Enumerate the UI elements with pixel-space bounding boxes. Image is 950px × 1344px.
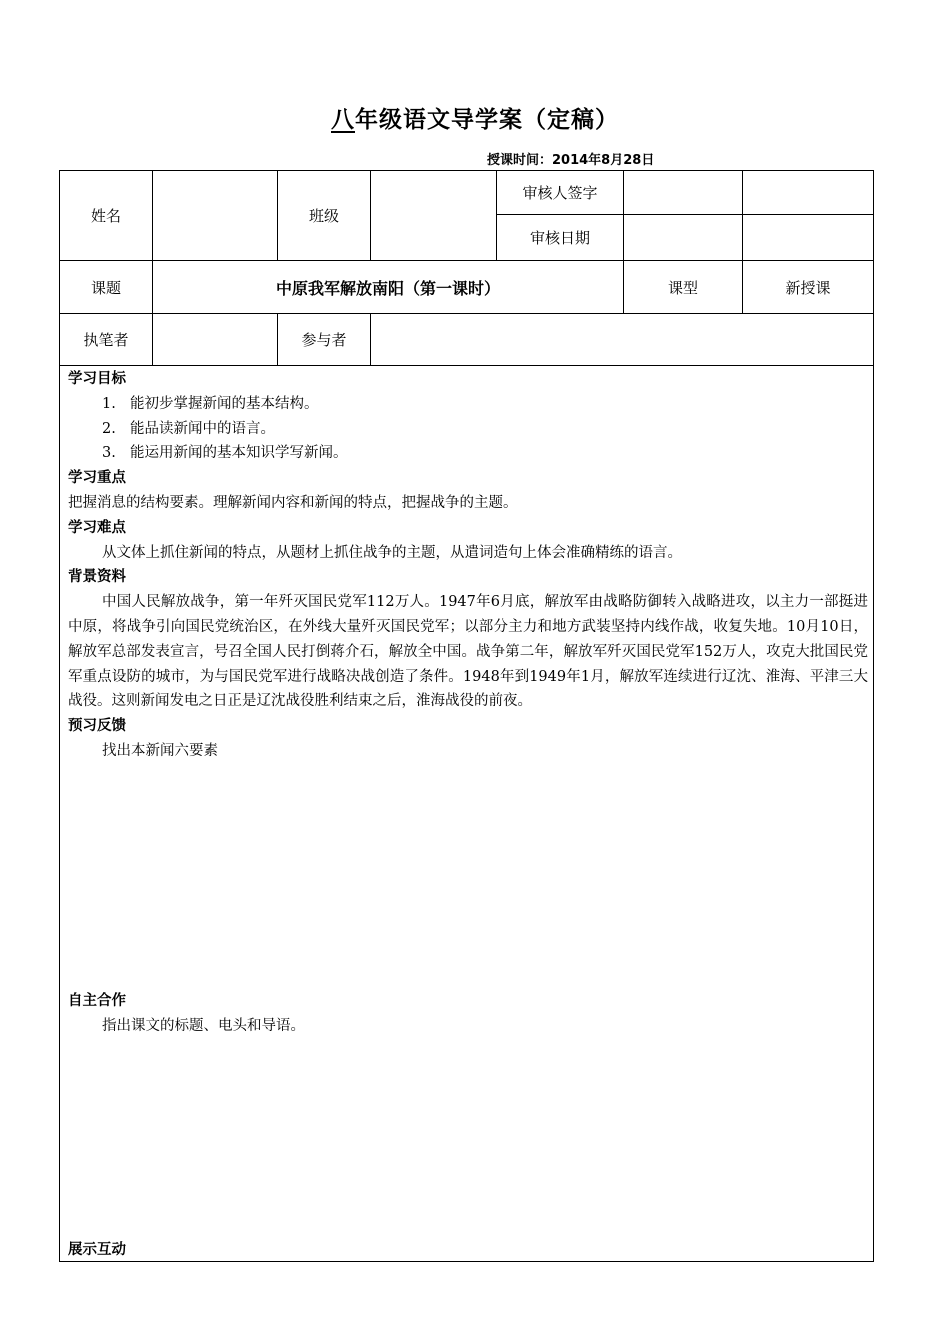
name-label: 姓名: [90, 207, 121, 225]
topic-value: 中原我军解放南阳（第一课时）: [275, 278, 500, 298]
background-heading: 背景资料: [68, 569, 126, 586]
author-label: 执笔者: [83, 331, 129, 349]
topic-label: 课题: [90, 278, 121, 297]
author-field[interactable]: [153, 314, 277, 365]
background-text: 中国人民解放战争，第一年歼灭国民党军112万人。1947年6月底，解放军由战略防御转入战略进攻，以主力一部挺进中原，将战争引向国民党统治区，在外线大量歼灭国民党军；以部分主力和地方武装坚持内线作战，收复失地。10月10日，解放军总部发表宣言，号召全国人民打倒蒋介石，解放全中国。战争第二年，解放军歼灭国民党军152万人，攻克大批国民党军重点设防的城市，为与国民党军进行战略决战创造了条件。1948年到1949年1月，解放军连续进行辽沈、淮海、平津三大战役。这则新闻发电之日正是辽沈战役胜利结束之后，淮海战役的前夜。: [68, 594, 868, 710]
class-label: 班级: [308, 207, 339, 225]
interaction-heading: 展示互动: [68, 1242, 126, 1258]
participants-label: 参与者: [301, 331, 347, 349]
page-title: [0, 101, 950, 134]
difficulties-heading: 学习难点: [68, 519, 126, 536]
title-rest: 年级语文导学案（定稿）: [355, 107, 619, 133]
name-field[interactable]: [153, 171, 277, 260]
cooperation-heading: 自主合作: [68, 993, 126, 1009]
preview-text: 找出本新闻六要素: [102, 742, 218, 759]
goals-heading: 学习目标: [68, 371, 126, 387]
goal-item: 2. 能品读新闻中的语言。: [102, 420, 275, 437]
preview-heading: 预习反馈: [68, 718, 126, 735]
review-date-label: 审核日期: [529, 229, 590, 247]
cooperation-section: [68, 989, 868, 1039]
key-points-text: 把握消息的结构要素。理解新闻内容和新闻的特点，把握战争的主题。: [68, 494, 518, 511]
goal-item: 3. 能运用新闻的基本知识学写新闻。: [102, 445, 348, 462]
cooperation-text: 指出课文的标题、电头和导语。: [102, 1017, 305, 1034]
lesson-type-label: 课型: [667, 278, 698, 297]
lesson-type-value: 新授课: [785, 278, 831, 297]
reviewer-sign-field[interactable]: [624, 171, 742, 214]
class-field[interactable]: [371, 171, 496, 260]
review-date-extra[interactable]: [743, 215, 873, 260]
review-date-field[interactable]: [624, 215, 742, 260]
participants-field[interactable]: [371, 314, 873, 365]
interaction-section: [68, 1238, 868, 1263]
reviewer-sign-label: 审核人签字: [522, 184, 598, 202]
goal-item: 1. 能初步掌握新闻的基本结构。: [102, 395, 319, 412]
title-grade: 八: [331, 107, 355, 133]
key-points-heading: 学习重点: [68, 470, 126, 487]
lesson-date: 授课时间：2014年8月28日: [487, 153, 655, 168]
difficulties-text: 从文体上抓住新闻的特点，从题材上抓住战争的主题，从遣词造句上体会准确精练的语言。: [102, 544, 682, 561]
reviewer-sign-extra[interactable]: [743, 171, 873, 214]
lesson-body: [68, 367, 868, 764]
